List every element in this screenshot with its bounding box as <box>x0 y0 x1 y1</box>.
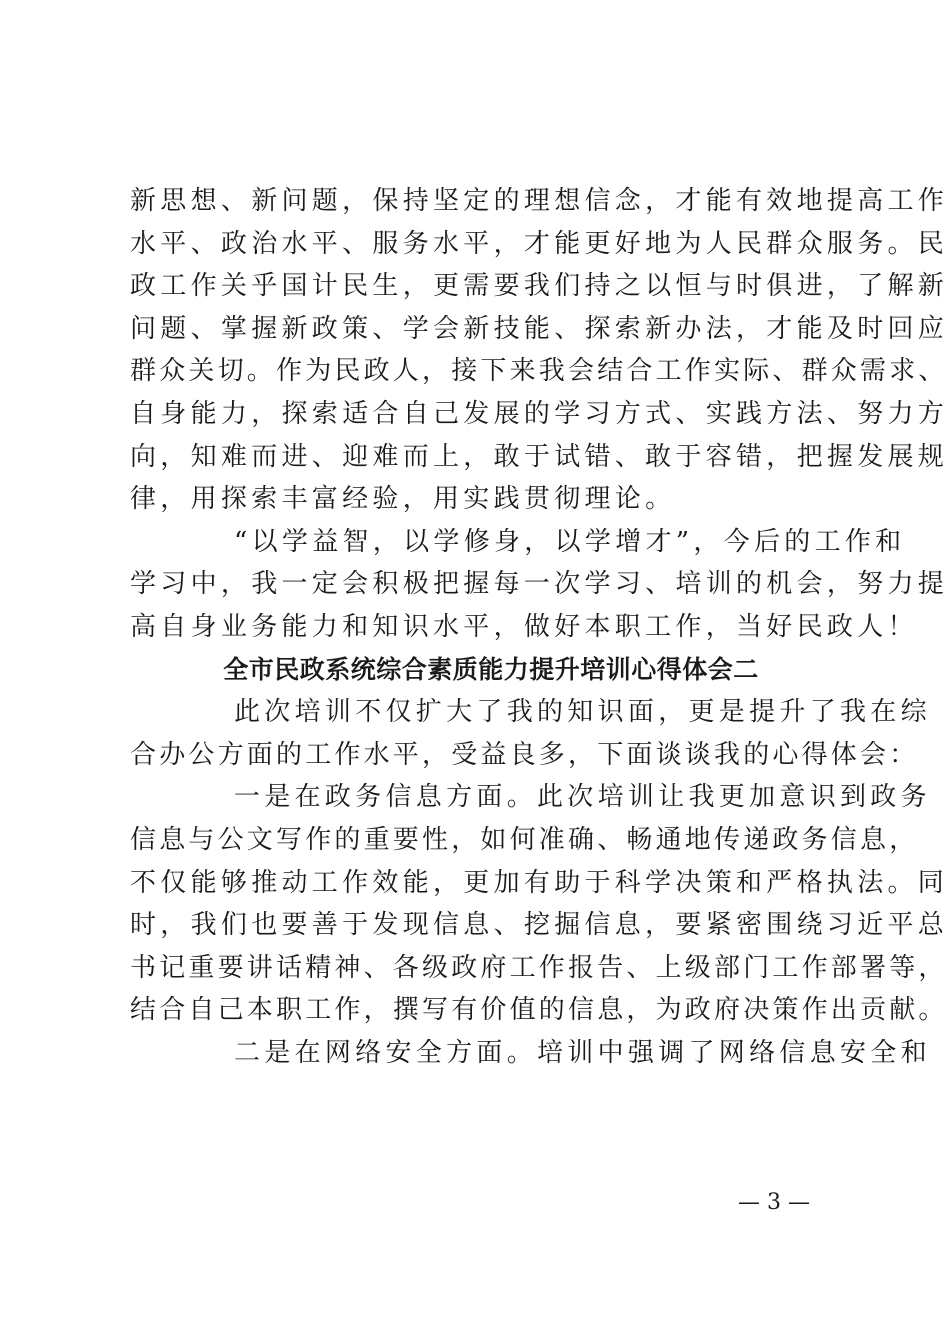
text-line: 自身能力，探索适合自己发展的学习方式、实践方法、努力方 <box>130 398 949 429</box>
text-line: 此次培训不仅扩大了我的知识面，更是提升了我在综 <box>234 697 931 728</box>
paragraph <box>130 776 949 1032</box>
document-body <box>130 180 949 1074</box>
text-line: 新思想、新问题，保持坚定的理想信念，才能有效地提高工作 <box>130 186 949 216</box>
text-line: 律，用探索丰富经验，用实践贯彻理论。 <box>130 484 676 515</box>
paragraph <box>130 691 931 776</box>
text-line: 学习中，我一定会积极把握每一次学习、培训的机会，努力提 <box>130 569 949 600</box>
text-line: 结合自己本职工作，撰写有价值的信息，为政府决策作出贡献。 <box>130 995 948 1026</box>
text-line: 合办公方面的工作水平，受益良多，下面谈谈我的心得体会： <box>130 739 919 770</box>
text-line: 政工作关乎国计民生，更需要我们持之以恒与时俱进，了解新 <box>130 271 949 302</box>
text-line: 不仅能够推动工作效能，更加有助于科学决策和严格执法。同 <box>130 867 949 898</box>
paragraph <box>130 180 949 521</box>
page-number: — 3 — <box>738 1190 810 1215</box>
text-line: 二是在网络安全方面。培训中强调了网络信息安全和 <box>234 1037 931 1068</box>
section-heading: 全市民政系统综合素质能力提升培训心得体会二 <box>223 654 759 684</box>
text-line: 向，知难而进、迎难而上，敢于试错、敢于容错，把握发展规 <box>130 441 949 472</box>
paragraph <box>130 1032 931 1075</box>
text-line: 书记重要讲话精神、各级政府工作报告、上级部门工作部署等， <box>130 952 948 983</box>
text-line: 问题、掌握新政策、学会新技能、探索新办法，才能及时回应 <box>130 313 949 344</box>
text-line: “以学益智，以学修身，以学增才”，今后的工作和 <box>234 526 906 557</box>
text-line: 高自身业务能力和知识水平，做好本职工作，当好民政人！ <box>130 611 918 642</box>
text-line: 一是在政务信息方面。此次培训让我更加意识到政务 <box>234 782 931 813</box>
text-line: 信息与公文写作的重要性，如何准确、畅通地传递政务信息， <box>130 824 919 855</box>
text-line: 水平、政治水平、服务水平，才能更好地为人民群众服务。民 <box>130 228 949 259</box>
paragraph <box>130 521 949 649</box>
text-line: 时，我们也要善于发现信息、挖掘信息，要紧密围绕习近平总 <box>130 910 949 941</box>
text-line: 群众关切。作为民政人，接下来我会结合工作实际、群众需求、 <box>130 356 948 387</box>
